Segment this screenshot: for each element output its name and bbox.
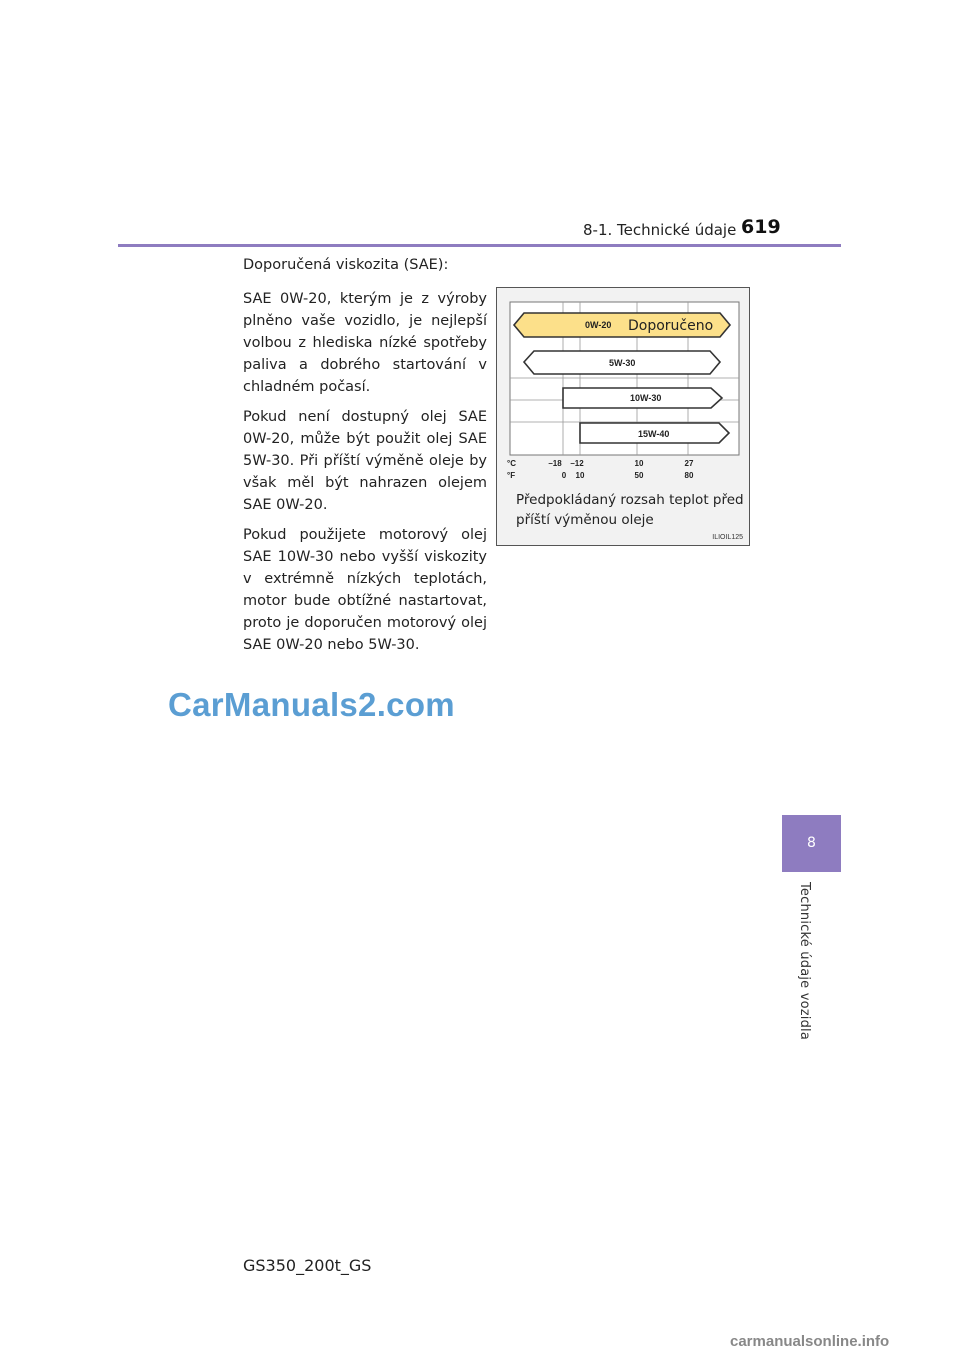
figure-id: ILIOIL125 — [712, 534, 743, 541]
chapter-title: Technické údaje vozidla — [797, 882, 812, 1041]
section-title: 8-1. Technické údaje — [583, 221, 737, 239]
tick-f-4: 80 — [684, 471, 694, 480]
tick-f-2: 10 — [575, 471, 585, 480]
viscosity-intro: Doporučená viskozita (SAE): — [243, 257, 449, 273]
header-divider — [118, 244, 841, 247]
scale-f-unit: °F — [507, 471, 516, 480]
body-text — [243, 254, 487, 664]
paragraph-2: Pokud není dostupný olej SAE 0W-20, může být použit olej SAE 5W-30. Při příští výměně oleje by však měl být nahrazen olejem SAE 0W-20. — [243, 409, 487, 513]
tick-c-1: –18 — [548, 459, 562, 468]
watermark: CarManuals2.com — [168, 686, 455, 723]
paragraph-3: Pokud použijete motorový olej SAE 10W-30 nebo vyšší viskozity v extrémně nízkých teplotách, motor bude obtížné nastartovat, proto je doporučen motorový olej SAE 0W-20 nebo 5W-30. — [243, 527, 487, 653]
tick-c-2: –12 — [570, 459, 584, 468]
tick-f-3: 50 — [634, 471, 644, 480]
figure-caption: Předpokládaný rozsah teplot před příští výměnou oleje — [516, 492, 744, 528]
tick-f-1: 0 — [561, 471, 567, 480]
paragraph-1: SAE 0W-20, kterým je z výroby plněno vaše vozidlo, je nejlepší volbou z hlediska nízké spotřeby paliva a dobrého startování v chladném počasí. — [243, 291, 487, 395]
page-number: 619 — [741, 216, 781, 238]
viscosity-figure — [496, 287, 750, 546]
bar-15w-40-label: 15W-40 — [638, 429, 670, 439]
bar-5w-30-label: 5W-30 — [609, 358, 636, 368]
footer-model: GS350_200t_GS — [243, 1256, 372, 1275]
tick-c-3: 10 — [634, 459, 644, 468]
tick-c-4: 27 — [684, 459, 694, 468]
bar-0w-20-label: 0W-20 — [585, 320, 612, 330]
chapter-tab: 8 — [782, 815, 841, 872]
scale-c-unit: °C — [507, 459, 516, 468]
footer-site: carmanualsonline.info — [730, 1333, 890, 1350]
bar-10w-30-label: 10W-30 — [630, 393, 662, 403]
recommended-label: Doporučeno — [628, 318, 714, 334]
